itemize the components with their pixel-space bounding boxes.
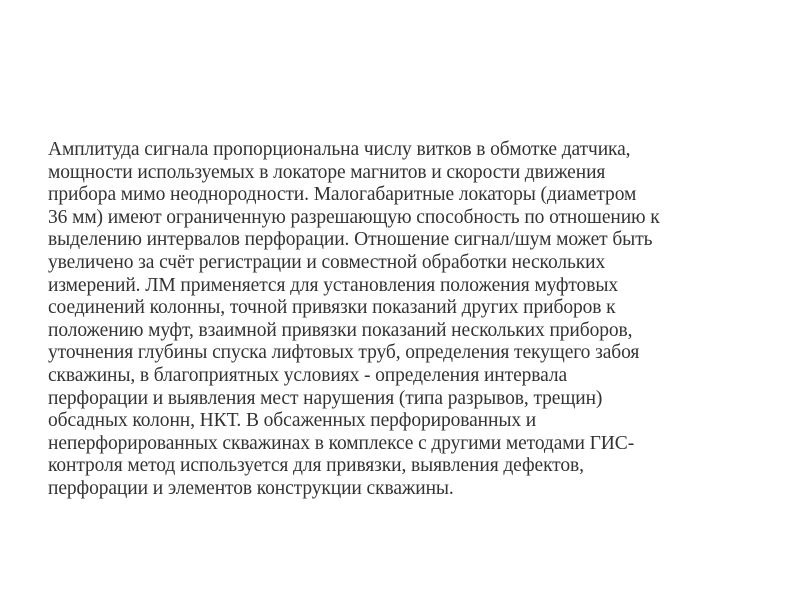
body-paragraph <box>48 139 756 501</box>
paragraph-line-16: перфорации и элементов конструкции скважины. <box>48 477 454 499</box>
paragraph-line-10: уточнения глубины спуска лифтовых труб, определения текущего забоя <box>48 342 640 364</box>
paragraph-line-5: выделению интервалов перфорации. Отношение сигнал/шум может быть <box>48 229 653 251</box>
paragraph-line-13: обсадных колонн, НКТ. В обсаженных перфорированных и <box>48 410 537 432</box>
paragraph-line-8: соединений колонны, точной привязки показаний других приборов к <box>48 297 616 319</box>
paragraph-line-14: неперфорированных скважинах в комплексе с другими методами ГИС- <box>48 432 635 454</box>
paragraph-line-1: Амплитуда сигнала пропорциональна числу витков в обмотке датчика, <box>48 139 631 160</box>
paragraph-line-9: положению муфт, взаимной привязки показаний нескольких приборов, <box>48 319 633 341</box>
paragraph-line-11: скважины, в благоприятных условиях - определения интервала <box>48 364 568 386</box>
paragraph-line-3: прибора мимо неоднородности. Малогабаритные локаторы (диаметром <box>48 184 637 206</box>
paragraph-line-7: измерений. ЛМ применяется для установления положения муфтовых <box>48 274 618 296</box>
paragraph-line-6: увеличено за счёт регистрации и совместной обработки нескольких <box>48 251 606 273</box>
paragraph-line-15: контроля метод используется для привязки, выявления дефектов, <box>48 455 584 477</box>
paragraph-line-4: 36 мм) имеют ограниченную разрешающую способность по отношению к <box>48 206 660 228</box>
paragraph-line-2: мощности используемых в локаторе магнитов и скорости движения <box>48 161 606 183</box>
paragraph-line-12: перфорации и выявления мест нарушения (типа разрывов, трещин) <box>48 387 603 409</box>
